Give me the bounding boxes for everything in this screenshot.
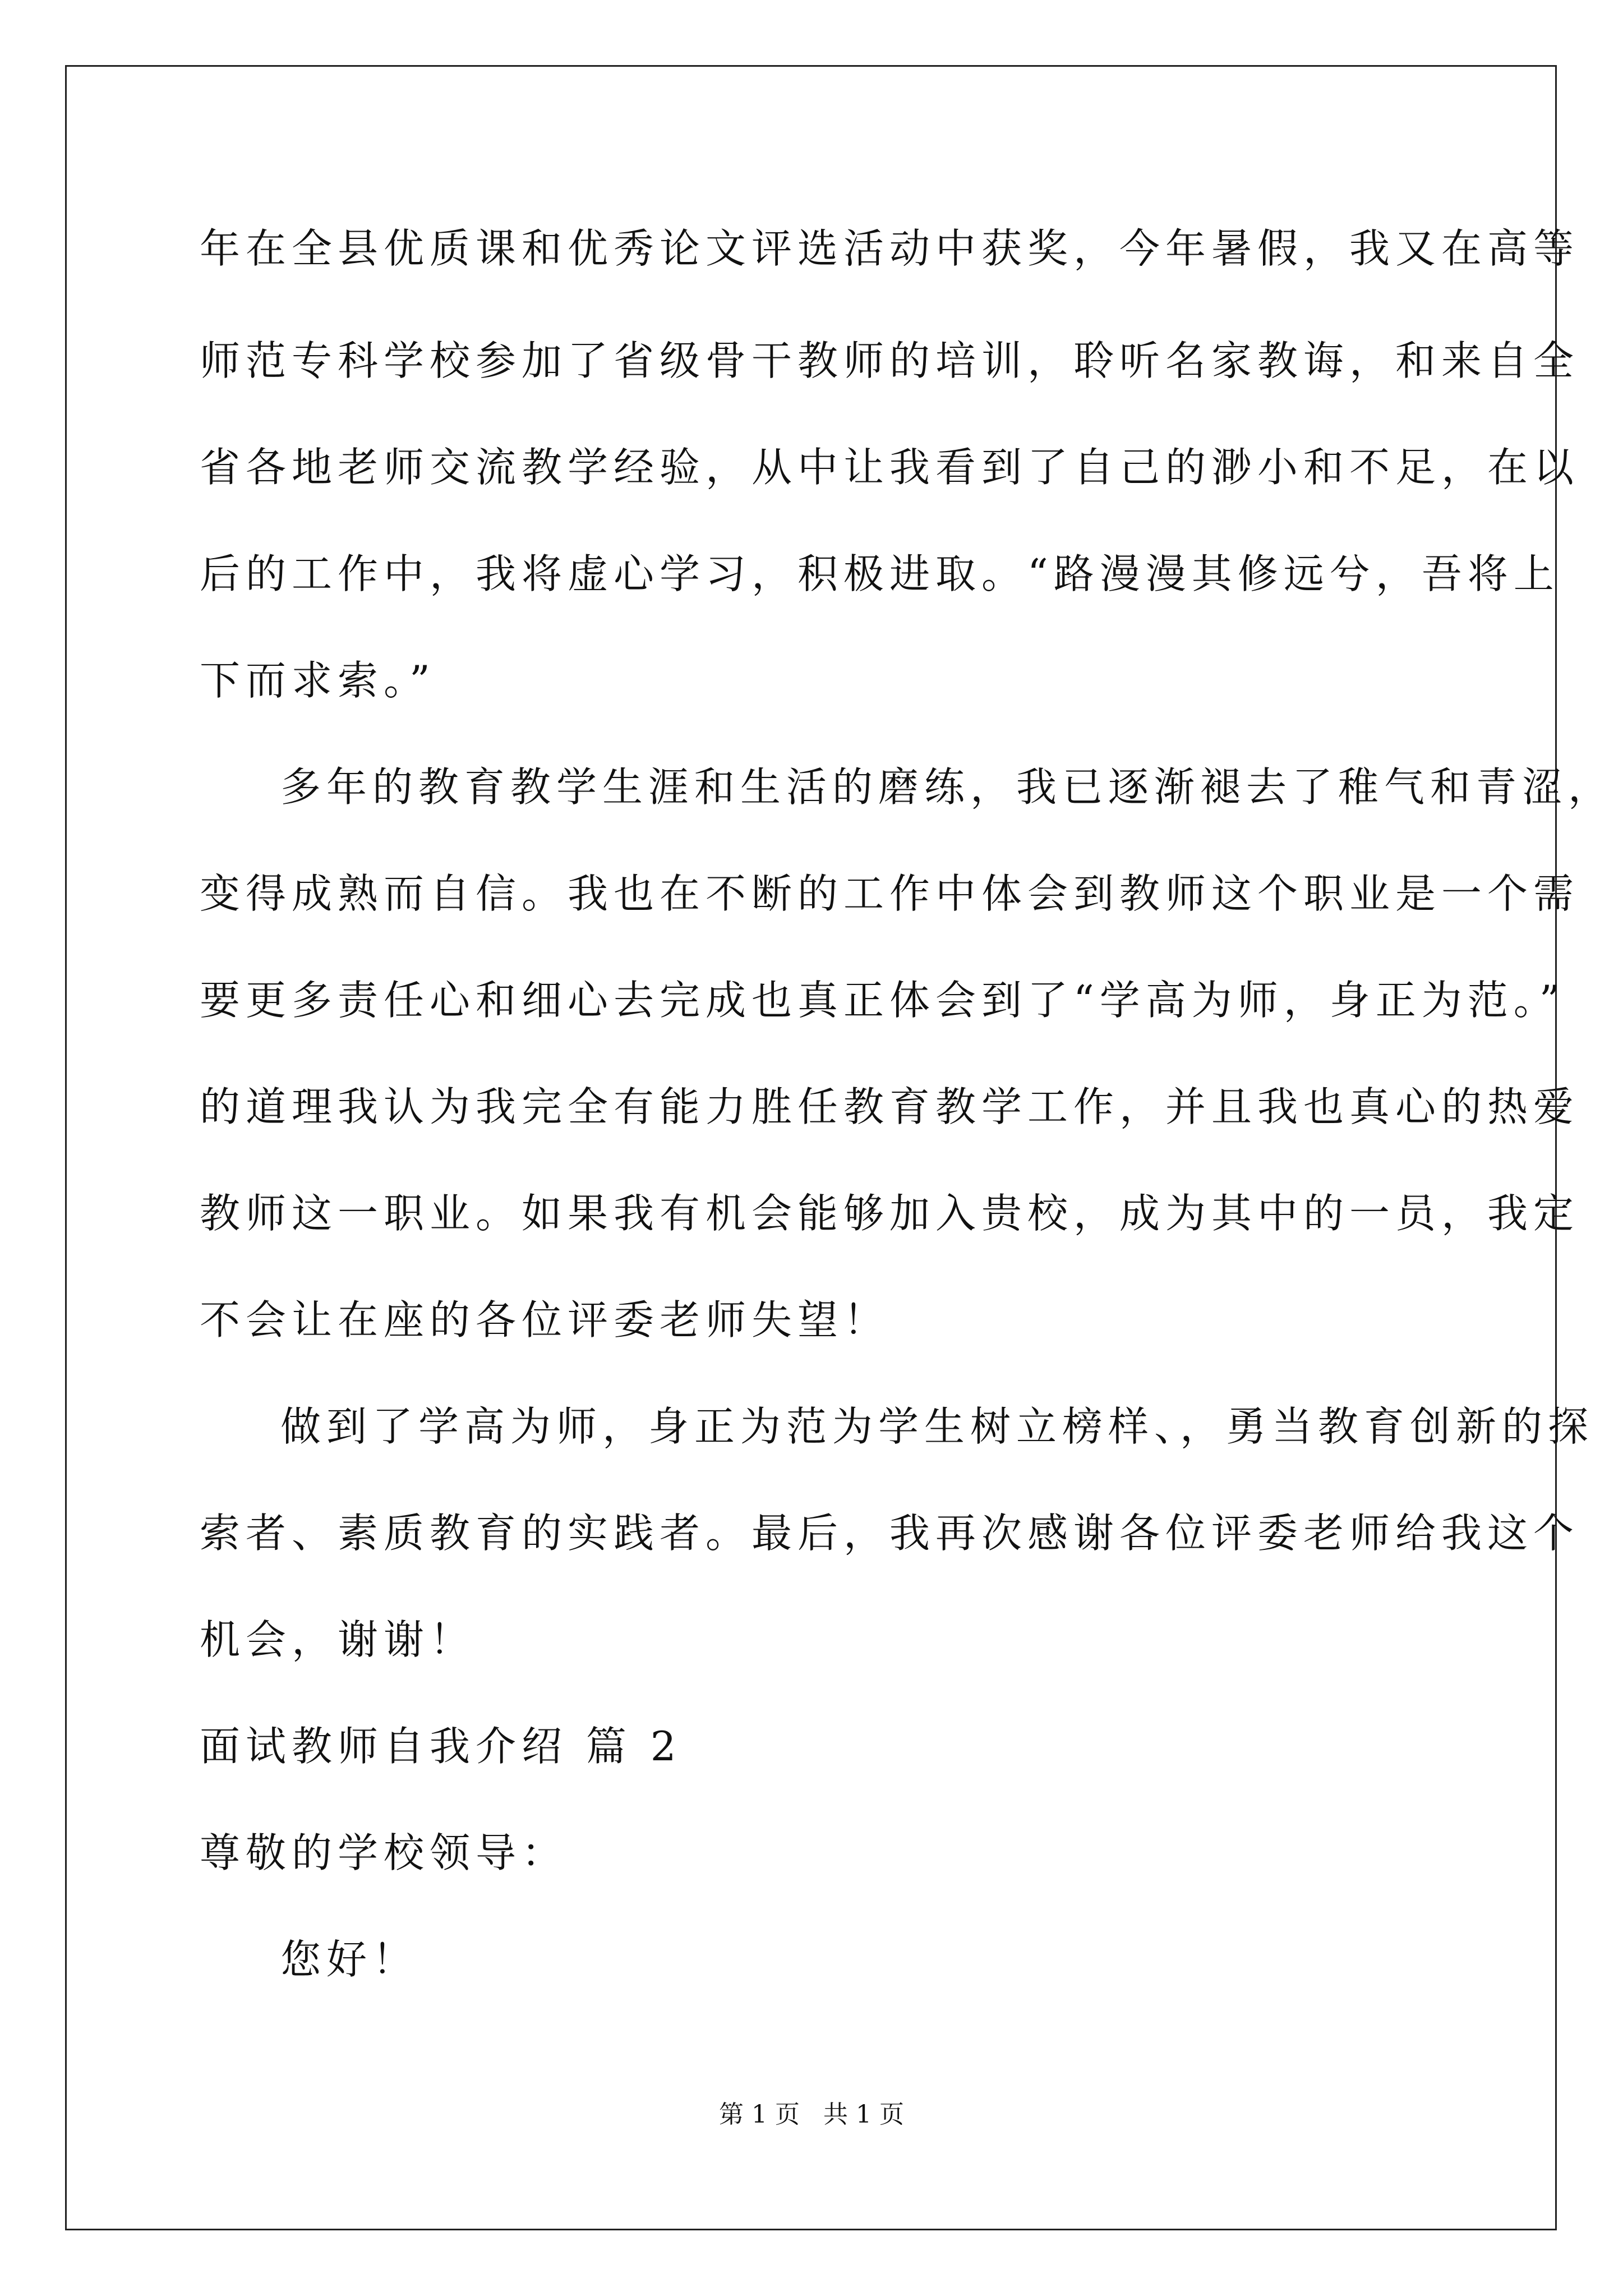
- greeting: 您好！: [280, 1936, 419, 1983]
- paragraph-line: 机会，谢谢！: [200, 1616, 476, 1663]
- section-heading: 面试教师自我介绍 篇 2: [200, 1723, 682, 1770]
- paragraph-line: 不会让在座的各位评委老师失望！: [200, 1296, 890, 1343]
- paragraph-line: 变得成熟而自信。我也在不断的工作中体会到教师这个职业是一个需: [200, 870, 1580, 917]
- paragraph-line: 年在全县优质课和优秀论文评选活动中获奖，今年暑假，我又在高等: [200, 225, 1580, 272]
- paragraph-line: 多年的教育教学生涯和生活的磨练，我已逐渐褪去了稚气和青涩，: [280, 763, 1615, 811]
- salutation: 尊敬的学校领导：: [200, 1829, 568, 1876]
- paragraph-line: 下而求索。”: [200, 657, 436, 704]
- page-border: [65, 65, 1557, 2230]
- paragraph-line: 的道理我认为我完全有能力胜任教育教学工作，并且我也真心的热爱: [200, 1083, 1580, 1130]
- paragraph-line: 索者、素质教育的实践者。最后，我再次感谢各位评委老师给我这个: [200, 1510, 1580, 1557]
- paragraph-line: 省各地老师交流教学经验，从中让我看到了自己的渺小和不足，在以: [200, 444, 1580, 491]
- paragraph-line: 教师这一职业。如果我有机会能够加入贵校，成为其中的一员，我定: [200, 1190, 1580, 1237]
- page-footer: 第 1 页 共 1 页: [719, 2100, 904, 2129]
- paragraph-line: 要更多责任心和细心去完成也真正体会到了“学高为师，身正为范。”: [200, 977, 1566, 1024]
- paragraph-line: 做到了学高为师，身正为范为学生树立榜样、，勇当教育创新的探: [280, 1403, 1594, 1450]
- paragraph-line: 后的工作中，我将虚心学习，积极进取。“路漫漫其修远兮，吾将上: [200, 550, 1560, 597]
- paragraph-line: 师范专科学校参加了省级骨干教师的培训，聆听名家教诲，和来自全: [200, 337, 1580, 384]
